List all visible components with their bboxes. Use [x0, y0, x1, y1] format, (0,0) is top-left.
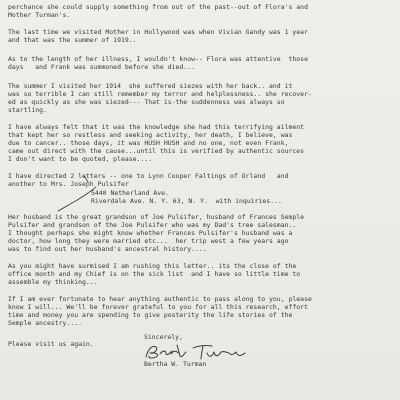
- text-line: I have directed 2 letters -- one to Lynn Cooper Faltings of Orland and: [8, 172, 289, 180]
- text-line: perchance she could supply something from out of the past--out of Flora's and: [8, 3, 308, 11]
- text-line: As you might have surmised I am rushing this letter.. its the close of the: [8, 262, 297, 270]
- text-line: know I will... We'll be forever grateful to you for all this research, effort: [8, 303, 308, 311]
- text-line: startling.: [8, 106, 47, 114]
- text-line: and that was the summer of 1919..: [8, 36, 137, 44]
- text-line: The summer I visited her 1914 she suffered siezes with her back.. and it: [8, 82, 293, 90]
- text-line: another to Mrs. Joseph Pulsifer: [8, 180, 129, 188]
- text-line: doctor, how long they were married etc... her trip west a few years ago: [8, 237, 289, 245]
- text-line: that kept her so restless and seeking activity, her death, I believe, was: [8, 131, 293, 139]
- closing-line: Please visit us again.: [8, 340, 94, 348]
- text-line: due to cancer.. those days, it was HUSH HUSH and no one, not even Frank,: [8, 139, 289, 147]
- text-line: office month and my Chief is on the sick list and I have so little time to: [8, 270, 301, 278]
- text-line: ed as quickly as she was siezed--- That is-the suddenness was always so: [8, 98, 285, 106]
- typed-signature: Bertha W. Turman: [144, 360, 207, 368]
- text-line: I thought perhaps she might know whether Frances Pulsifer's husband was a: [8, 229, 293, 237]
- text-line: was so terrible I can still remember my terror and helplessness.. she recover-: [8, 90, 312, 98]
- text-line: days and Frank was summoned before she died...: [8, 63, 195, 71]
- text-line: Pulsifer and grandson of the Joe Pulsifer who was my Dad's tree salesman..: [8, 221, 297, 229]
- text-line: was to find out her husband's ancestral history....: [8, 245, 207, 253]
- text-line: If I am ever fortunate to hear anything authentic to pass along to you, please: [8, 295, 312, 303]
- text-line: time and money you are spending to give posterity the life stories of the: [8, 311, 293, 319]
- text-line: The last time we visited Mother in Hollywood was when Vivian Gandy was 1 year: [8, 28, 308, 36]
- text-line: As to the length of her illness, I wouldn't know-- Flora was attentive those: [8, 55, 308, 63]
- text-line: I don't want to be quoted, please....: [8, 155, 153, 163]
- text-line: assemble my thinking...: [8, 278, 98, 286]
- text-line: Mother Turman's.: [8, 11, 71, 19]
- address-line: 5440 Netherland Ave.: [91, 189, 169, 197]
- sincerely: Sincerely,: [144, 333, 183, 341]
- address-line: Riverdale Ave. N. Y. 63, N. Y. with inquiries...: [91, 197, 282, 205]
- text-line: I have always felt that it was the knowledge she had this terrifying ailment: [8, 123, 305, 131]
- text-line: came out direct with the cause...until this is verified by authentic sources: [8, 147, 305, 155]
- text-line: Her husband is the great grandson of Joe Pulsifer, husband of Frances Semple: [8, 213, 305, 221]
- text-line: Semple ancestry....: [8, 319, 83, 327]
